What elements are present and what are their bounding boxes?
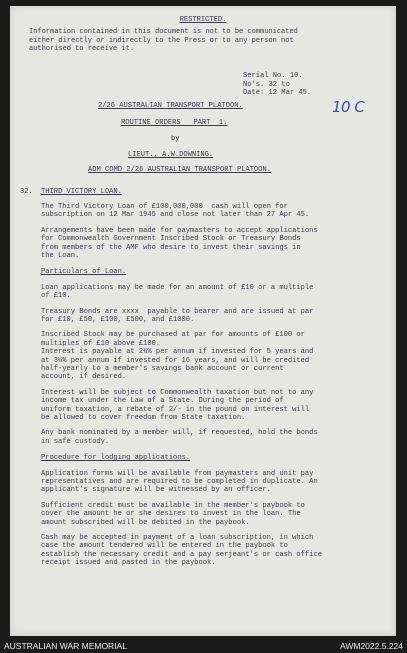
unit-heading: 2/26 AUSTRALIAN TRANSPORT PLATOON. bbox=[98, 102, 243, 110]
serial-order-numbers: No's. 32 to bbox=[243, 80, 290, 89]
orders-title: ROUTINE ORDERS PART 1. bbox=[121, 119, 228, 127]
paragraph-line: receipt issued and pasted in the paybook. bbox=[41, 559, 216, 568]
notice-line-3: authorised to receive it. bbox=[29, 45, 135, 53]
paragraph-line: Sufficient credit must be available in the member's paybook to bbox=[41, 501, 305, 510]
archive-name: AUSTRALIAN WAR MEMORIAL bbox=[4, 641, 127, 651]
paragraph-line: The Third Victory Loan of £100,000,000 cash will open for bbox=[41, 203, 288, 211]
archive-footer bbox=[0, 638, 407, 653]
serial-date: Date: 12 Mar 45. bbox=[243, 89, 312, 97]
paragraph-line: account, if desired. bbox=[41, 373, 127, 382]
particulars-heading: Particulars of Loan. bbox=[41, 268, 127, 277]
paragraph-line: representatives and are required to be completed in duplicate. An bbox=[41, 478, 318, 486]
notice-line-2: either directly or indirectly to the Press or to any person not bbox=[29, 36, 294, 45]
paragraph-line: half-yearly to a member's savings bank account or current bbox=[41, 365, 284, 373]
notice-line-1: Information contained in this document is not to be communicated bbox=[29, 28, 298, 36]
handwritten-annotation: 10 C bbox=[332, 98, 365, 116]
classification-heading: RESTRICTED. bbox=[179, 16, 227, 24]
paragraph-line: in safe custody. bbox=[41, 437, 110, 446]
paragraph-line: applicant's signature will be witnessed by an officer. bbox=[41, 486, 271, 495]
by-text: by bbox=[171, 135, 180, 143]
paragraph-line: case the amount tendered will be entered in the paybook to bbox=[41, 542, 288, 551]
paragraph-line: amount subscribed will be debited in the paybook. bbox=[41, 518, 250, 527]
paragraph-line: the Loan. bbox=[41, 252, 80, 260]
document-page bbox=[10, 6, 396, 636]
paragraph-line: multiples of £10 above £100. bbox=[41, 339, 161, 348]
paragraph-line: Any bank nominated by a member will, if requested, hold the bonds bbox=[41, 429, 318, 438]
paragraph-line: be allowed to cover freedom from State taxation. bbox=[41, 414, 246, 422]
order-title: THIRD VICTORY LOAN. bbox=[41, 188, 122, 196]
paragraph-line: Cash may be accepted in payment of a loan subscription, in which bbox=[41, 534, 314, 542]
paragraph-line: at 3¼% per annum if invested for 16 years, and will be credited bbox=[41, 356, 310, 365]
paragraph-line: Interest will be subject to Commonwealth taxation but not to any bbox=[41, 388, 314, 397]
paragraph-line: Interest is payable at 2¾% per annum if invested for 5 years and bbox=[41, 348, 314, 357]
archive-reference: AWM2022.5.224 bbox=[340, 641, 403, 651]
paragraph-line: subscription on 12 Mar 1945 and close not later than 27 Apr 45. bbox=[41, 211, 310, 220]
paragraph-line: of £10. bbox=[41, 292, 71, 301]
paragraph-line: for £10, £50, £100, £500, and £1000. bbox=[41, 316, 195, 324]
procedure-heading: Procedure for lodging applications. bbox=[41, 454, 190, 463]
paragraph-line: Treasury Bonds are xxxx payable to bearer and are issued at par bbox=[41, 307, 314, 316]
paragraph-line: establish the necessary credit and a pay serjeant's or cash office bbox=[41, 550, 322, 559]
paragraph-line: from members of the AMF who desire to invest their savings in bbox=[41, 243, 301, 252]
paragraph-line: Arrangements have been made for paymasters to accept applications bbox=[41, 226, 318, 235]
paragraph-line: uniform taxation, a rebate of 2/- in the pound on interest will bbox=[41, 405, 310, 414]
officer-name: LIEUT., A.W.DOWNING. bbox=[128, 151, 214, 159]
order-number: 32. bbox=[20, 188, 33, 196]
paragraph-line: for Commonwealth Government Inscribed Stock or Treasury Bonds bbox=[41, 235, 301, 244]
paragraph-line: income tax under the Law of a State. During the period of bbox=[41, 397, 284, 406]
paragraph-line: Application forms will be available from paymasters and unit pay bbox=[41, 469, 314, 478]
paragraph-line: Loan applications may be made for an amount of £10 or a multiple bbox=[41, 283, 314, 292]
officer-role: ADM COMD 2/26 AUSTRALIAN TRANSPORT PLATOON. bbox=[88, 166, 272, 174]
paragraph-line: Inscribed Stock may be purchased at par for amounts of £100 or bbox=[41, 331, 305, 340]
serial-number: Serial No. 10. bbox=[243, 72, 303, 80]
paragraph-line: cover the amount he or she desires to invest in the loan. The bbox=[41, 510, 301, 519]
